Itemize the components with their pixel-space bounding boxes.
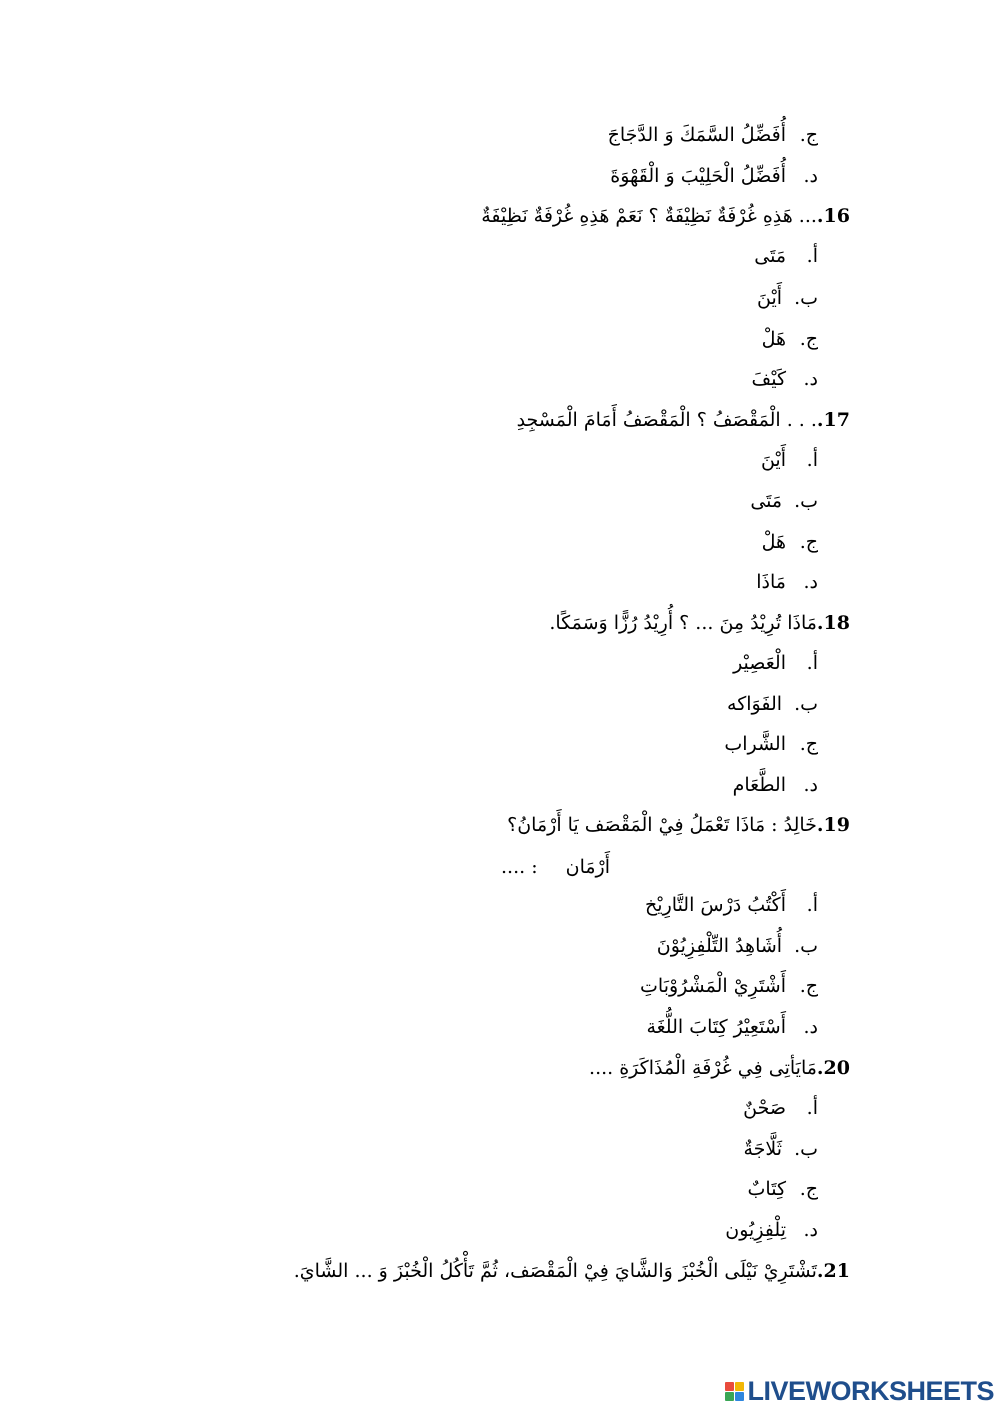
option-text: تِلْفِزِيُون [725, 1219, 786, 1241]
option-letter: ج. [799, 733, 818, 755]
option-q18-b[interactable] [727, 691, 818, 717]
option-text: أُشَاهِدُ التِّلْفِزِيُوْنَ [656, 935, 783, 957]
liveworksheets-brand [725, 1376, 994, 1407]
question-18 [549, 610, 850, 636]
option-q20-c[interactable] [748, 1176, 818, 1202]
option-q19-c[interactable] [640, 973, 818, 999]
option-q17-b[interactable] [750, 488, 818, 514]
logo-square-yellow [735, 1382, 744, 1391]
question-number: 21. [816, 1260, 850, 1282]
question-21 [294, 1258, 850, 1284]
option-letter: ج. [799, 328, 818, 350]
option-text: كِتَابٌ [747, 1178, 786, 1200]
option-text: كَيْفَ [751, 368, 786, 390]
question-text: . . . الْمَقْصَفُ ؟ الْمَقْصَفُ أَمَامَ الْمَسْجِدِ [516, 409, 817, 431]
option-letter: أ. [806, 245, 818, 267]
option-q16-d[interactable] [752, 366, 818, 392]
logo-square-red [725, 1382, 734, 1391]
option-q18-c[interactable] [724, 731, 818, 757]
question-20 [589, 1055, 850, 1081]
option-letter: د. [803, 571, 818, 593]
option-q16-a[interactable] [754, 243, 818, 269]
option-letter: د. [803, 1219, 818, 1241]
option-text: مَتَى [750, 490, 783, 512]
question-text: ... هَذِهِ غُرْفَةٌ نَظِيْفَةٌ ؟ نَعَمْ هَذِهِ غُرْفَةٌ نَظِيْفَةٌ [481, 205, 817, 227]
option-text: أَشْتَرِيْ الْمَشْرُوْبَاتِ [640, 975, 786, 997]
option-q15-d[interactable] [610, 163, 818, 189]
logo-square-green [725, 1392, 734, 1401]
option-letter: د. [803, 774, 818, 796]
option-letter: ب. [794, 490, 818, 512]
logo-square-blue [735, 1392, 744, 1401]
option-letter: د. [803, 165, 818, 187]
question-16 [481, 203, 850, 229]
option-text: صَحْنٌ [743, 1097, 786, 1119]
option-letter: ج. [799, 975, 818, 997]
option-q18-d[interactable] [733, 772, 818, 798]
option-text: هَلْ [761, 531, 786, 553]
option-q19-d[interactable] [646, 1014, 818, 1040]
option-q17-c[interactable] [762, 529, 818, 555]
question-number: 17. [816, 409, 850, 431]
question-number: 19. [816, 814, 850, 836]
option-q17-d[interactable] [756, 569, 818, 595]
option-letter: ج. [799, 124, 818, 146]
option-letter: ج. [799, 531, 818, 553]
question-text: خَالِدُ : مَاذَا تَعْمَلُ فِيْ الْمَقْصَف يَا أَرْمَانُ؟ [507, 814, 817, 836]
question-text: مَاذَا تُرِيْدُ مِنَ ... ؟ أُرِيْدُ رُزًّا وَسَمَكًا. [549, 612, 817, 634]
option-text: الشَّراب [724, 733, 786, 755]
option-text: الفَوَاكه [727, 693, 783, 715]
option-q18-a[interactable] [733, 650, 818, 676]
option-q15-c[interactable] [608, 122, 818, 148]
option-text: الطَّعَام [732, 774, 786, 796]
question-number: 20. [816, 1057, 850, 1079]
question-19-answer-line [501, 854, 610, 880]
option-text: أَيْنَ [757, 287, 783, 309]
option-letter: أ. [806, 449, 818, 471]
option-q19-a[interactable] [645, 892, 818, 918]
option-letter: د. [803, 368, 818, 390]
speaker-name: أَرْمَان [565, 856, 610, 878]
option-q20-d[interactable] [725, 1217, 818, 1243]
question-17 [517, 407, 850, 433]
option-q20-b[interactable] [744, 1136, 819, 1162]
option-q20-a[interactable] [743, 1095, 818, 1121]
option-letter: ج. [799, 1178, 818, 1200]
question-text: تَشْتَرِيْ نَيْلَى الْخُبْزَ وَالشَّايَ فِيْ الْمَقْصَف، ثُمَّ تَأْكُلُ الْخُبْزَ وَ ... الشَّايَ. [293, 1260, 817, 1282]
option-text: الْعَصِيْر [733, 652, 786, 674]
option-text: هَلْ [761, 328, 786, 350]
question-19 [507, 812, 850, 838]
option-letter: أ. [806, 894, 818, 916]
option-q16-c[interactable] [762, 326, 818, 352]
question-text: مَايَأتِى فِي غُرْفَةِ الْمُذَاكَرَةِ .... [589, 1057, 817, 1079]
option-q17-a[interactable] [761, 447, 818, 473]
option-text: مَتَى [754, 245, 786, 267]
option-text: ثَلَّاجَةٌ [743, 1138, 783, 1160]
option-letter: ب. [794, 1138, 818, 1160]
option-text: أُفَضِّلُ الْحَلِيْبَ وَ الْقَهْوَةَ [610, 165, 786, 187]
option-text: أَسْتَعِيْرُ كِتَابَ اللُّغَة [646, 1016, 786, 1038]
liveworksheets-logo-icon [725, 1382, 744, 1401]
option-letter: أ. [806, 652, 818, 674]
brand-name: LIVEWORKSHEETS [747, 1376, 994, 1406]
answer-blank: : .... [501, 856, 538, 878]
option-q19-b[interactable] [657, 933, 818, 959]
option-q16-b[interactable] [757, 285, 818, 311]
option-letter: ب. [794, 693, 818, 715]
option-text: أَيْنَ [760, 449, 786, 471]
question-number: 18. [816, 612, 850, 634]
option-letter: ب. [794, 287, 818, 309]
question-number: 16. [816, 205, 850, 227]
option-text: أَكْتُبُ دَرْسَ التَّارِيْخ [645, 894, 786, 916]
option-letter: ب. [794, 935, 818, 957]
option-letter: د. [803, 1016, 818, 1038]
option-letter: أ. [806, 1097, 818, 1119]
option-text: أُفَضِّلُ السَّمَكَ وَ الدَّجَاجَ [607, 124, 786, 146]
option-text: مَاذَا [756, 571, 786, 593]
